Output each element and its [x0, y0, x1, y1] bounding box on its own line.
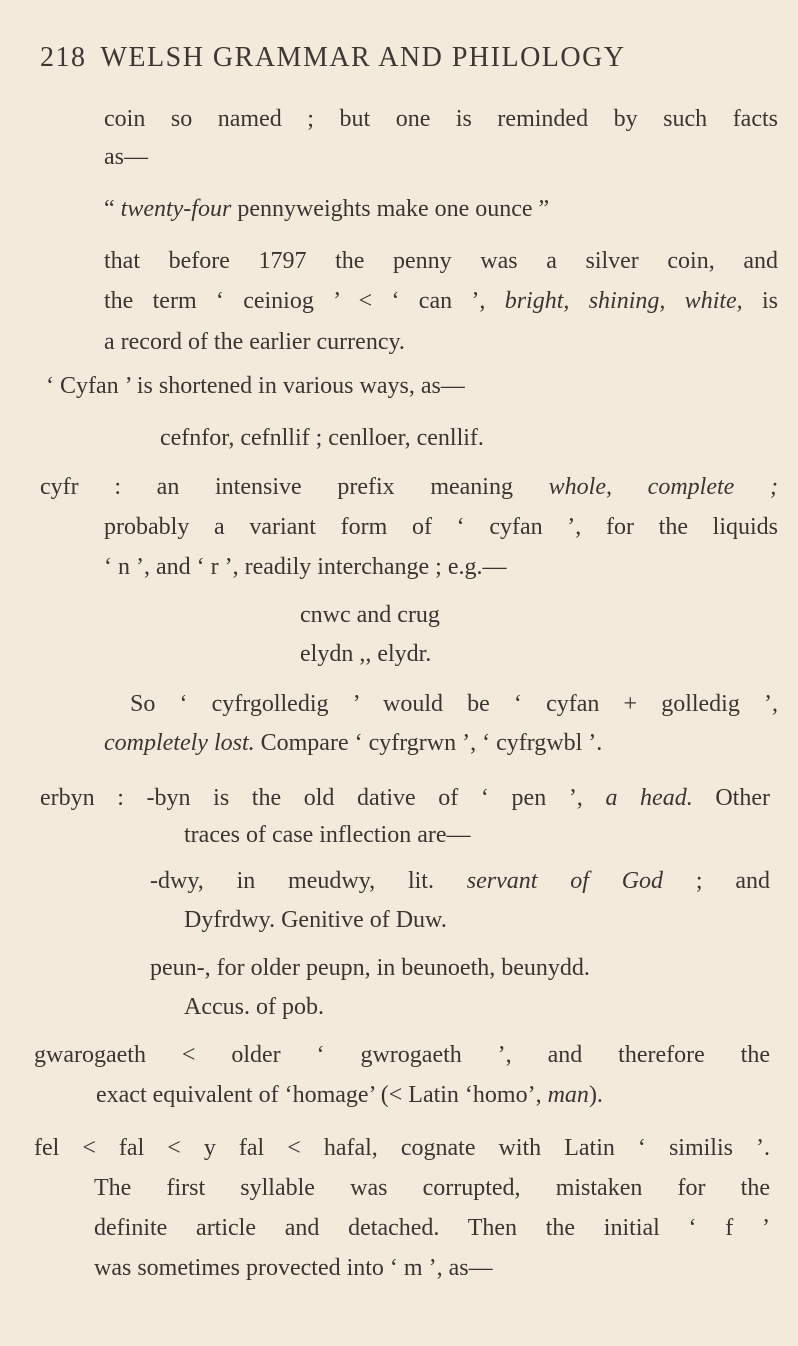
text-line: traces of case inflection are—: [184, 822, 471, 848]
italic-text: a head.: [605, 785, 693, 811]
text-span: cyfr : an intensive prefix meaning: [40, 474, 549, 500]
text-line: Dyfrdwy. Genitive of Duw.: [184, 907, 447, 933]
text-line: definite article and detached. Then the initial ‘ f ’: [94, 1215, 770, 1241]
text-line: The first syllable was corrupted, mistaken for the: [94, 1175, 770, 1201]
text-span: ; and: [663, 868, 771, 894]
text-line: was sometimes provected into ‘ m ’, as—: [94, 1255, 493, 1281]
italic-text: twenty-four: [120, 196, 232, 222]
italic-text: servant of God: [466, 868, 664, 894]
entry-gwarogaeth: gwarogaeth < older ‘ gwrogaeth ’, and therefore the: [34, 1042, 770, 1068]
text-line: [104, 730, 602, 757]
italic-text: bright, shining, white,: [504, 288, 743, 314]
text-span: erbyn : -byn is the old dative of ‘ pen ’,: [40, 785, 606, 811]
running-title: WELSH GRAMMAR AND PHILOLOGY: [100, 42, 626, 73]
entry-erbyn: [40, 785, 770, 812]
text-span: Other: [692, 785, 770, 811]
text-span: exact equivalent of ‘homage’ (< Latin ‘homo’,: [96, 1082, 548, 1108]
text-line: [96, 1082, 603, 1109]
text-line: So ‘ cyfrgolledig ’ would be ‘ cyfan + golledig ’,: [130, 691, 778, 717]
text-line: as—: [104, 144, 148, 170]
italic-text: man: [547, 1082, 589, 1108]
text-span: ).: [588, 1082, 603, 1108]
italic-text: whole, complete ;: [548, 474, 778, 500]
quoted-line: [104, 196, 549, 223]
text-span: Compare ‘ cyfrgrwn ’, ‘ cyfrgwbl ’.: [254, 730, 603, 756]
entry-fel: fel < fal < y fal < hafal, cognate with Latin ‘ similis ’.: [34, 1135, 770, 1161]
text-span: pennyweights make one ounce ”: [231, 196, 550, 222]
text-span: is: [742, 288, 778, 314]
text-span: “: [104, 196, 121, 222]
entry-cyfr: [40, 474, 778, 501]
text-line: probably a variant form of ‘ cyfan ’, for the liquids: [104, 514, 778, 540]
text-line: a record of the earlier currency.: [104, 329, 405, 355]
example-line: elydn ,, elydr.: [300, 641, 432, 667]
italic-text: completely lost.: [104, 730, 255, 756]
example-line: cefnfor, cefnllif ; cenlloer, cenllif.: [160, 425, 484, 451]
text-span: -dwy, in meudwy, lit.: [150, 868, 467, 894]
text-span: the term ‘ ceiniog ’ < ‘ can ’,: [104, 288, 505, 314]
text-line: that before 1797 the penny was a silver coin, and: [104, 248, 778, 274]
text-line: ‘ Cyfan ’ is shortened in various ways, as—: [46, 373, 465, 399]
running-header: [40, 42, 770, 74]
page-number: 218: [40, 42, 87, 73]
text-line: [104, 288, 778, 315]
example-line: cnwc and crug: [300, 602, 440, 628]
text-line: coin so named ; but one is reminded by such facts: [104, 106, 778, 132]
text-line: peun-, for older peupn, in beunoeth, beunydd.: [150, 955, 590, 981]
text-line: [150, 868, 770, 895]
text-line: ‘ n ’, and ‘ r ’, readily interchange ; e.g.—: [104, 554, 507, 580]
text-line: Accus. of pob.: [184, 994, 324, 1020]
